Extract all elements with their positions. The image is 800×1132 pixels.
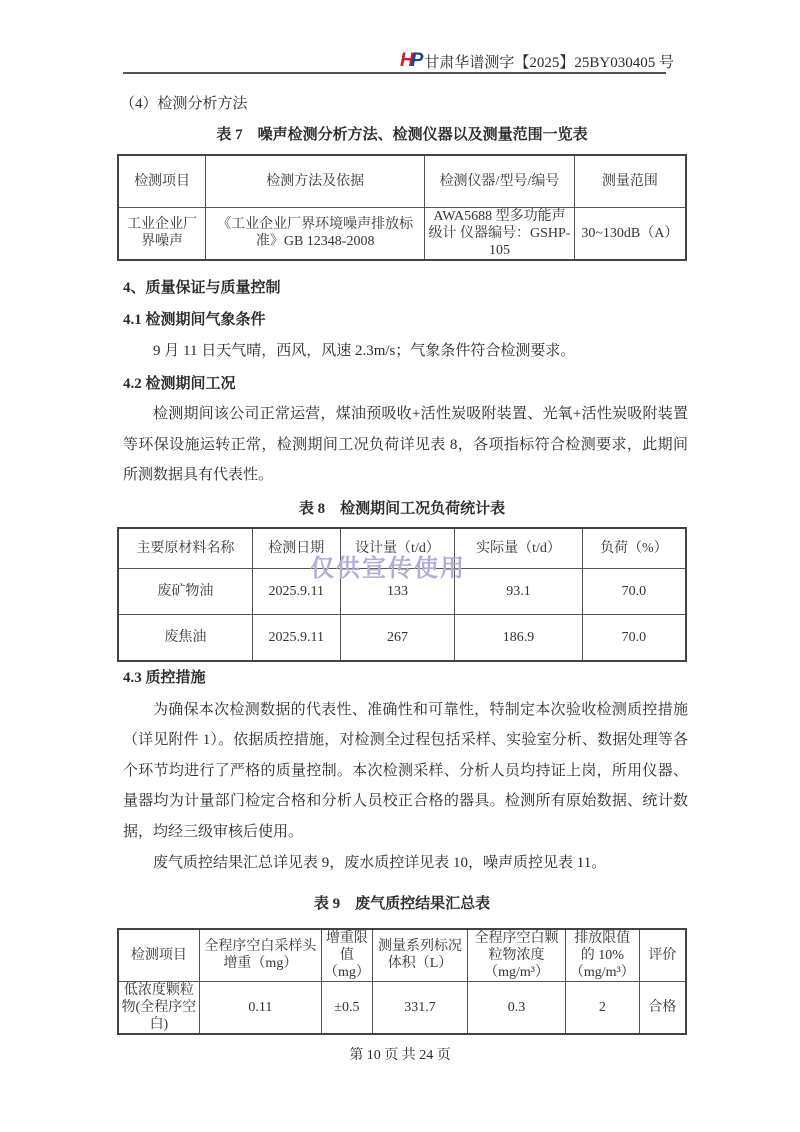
- header-cell: 测量系列标况体积（L）: [372, 929, 467, 982]
- weather-paragraph: 9 月 11 日天气晴，西风，风速 2.3m/s；气象条件符合检测要求。: [153, 342, 576, 359]
- cell: 30~130dB（A）: [574, 207, 686, 260]
- header-cell: 增重限值（mg）: [321, 929, 372, 982]
- cell: 70.0: [582, 615, 686, 661]
- doc-number: 甘肃华谱测字【2025】25BY030405 号: [424, 54, 675, 71]
- cell: AWA5688 型多功能声级计 仪器编号：GSHP-105: [425, 207, 575, 260]
- document-body: [117, 94, 687, 1035]
- table-header-row: [118, 929, 686, 982]
- cell: ±0.5: [321, 981, 372, 1034]
- table7-caption: 表 7 噪声检测分析方法、检测仪器以及测量范围一览表: [216, 127, 588, 143]
- page-number: 第 10 页 共 24 页: [349, 1048, 451, 1063]
- header-cell: 负荷（%）: [582, 528, 686, 569]
- cell: 70.0: [582, 569, 686, 615]
- company-logo: HP: [400, 50, 421, 71]
- cell: 133: [340, 569, 455, 615]
- table-row: [118, 569, 686, 615]
- header-cell: 检测仪器/型号/编号: [425, 155, 575, 207]
- table-header-row: [118, 155, 686, 207]
- cell: 93.1: [455, 569, 583, 615]
- table-row: [118, 207, 686, 260]
- table9-caption: 表 9 废气质控结果汇总表: [313, 895, 491, 912]
- header-cell: 实际量（t/d）: [455, 528, 583, 569]
- cell: 2025.9.11: [252, 569, 340, 615]
- cell: 2: [565, 981, 639, 1034]
- header-divider: [123, 72, 666, 74]
- cell: 0.11: [199, 981, 321, 1034]
- page-header: [400, 50, 674, 72]
- table8-wrapper: [117, 527, 687, 662]
- header-cell: 全程序空白颗粒物浓度（mg/m³）: [468, 929, 566, 982]
- cell: 低浓度颗粒物(全程序空白): [118, 981, 199, 1034]
- cell: 0.3: [468, 981, 566, 1034]
- table8: [117, 527, 687, 662]
- header-cell: 排放限值的 10%（mg/m³）: [565, 929, 639, 982]
- header-cell: 测量范围: [574, 155, 686, 207]
- header-cell: 全程序空白采样头增重（mg）: [199, 929, 321, 982]
- watermark: 仅供宣传使用: [310, 555, 466, 582]
- header-cell: 检测日期: [252, 528, 340, 569]
- header-cell: 设计量（t/d）: [340, 528, 455, 569]
- table9: [117, 928, 687, 1035]
- section-heading-4-3: 4.3 质控措施: [123, 669, 206, 686]
- operating-conditions-paragraph: 检测期间该公司正常运营，煤油预吸收+活性炭吸附装置、光氧+活性炭吸附装置等环保设施运转正常，检测期间工况负荷详见表 8，各项指标符合检测要求，此期间所测数据具有代表性。: [123, 406, 688, 483]
- cell: 186.9: [455, 615, 583, 661]
- table8-caption: 表 8 检测期间工况负荷统计表: [298, 500, 506, 517]
- cell: 工业企业厂界噪声: [118, 207, 206, 260]
- section-heading-analysis-method: （4）检测分析方法: [120, 96, 248, 112]
- section-heading-4-2: 4.2 检测期间工况: [123, 376, 236, 392]
- cell: 废矿物油: [118, 569, 252, 615]
- table-header-row: [118, 528, 686, 569]
- cell: 合格: [639, 981, 686, 1034]
- qc-summary-paragraph: 废气质控结果汇总详见表 9，废水质控详见表 10，噪声质控见表 11。: [153, 855, 607, 871]
- section-heading-4: 4、质量保证与质量控制: [123, 279, 281, 296]
- cell: 331.7: [372, 981, 467, 1034]
- cell: 《工业企业厂界环境噪声排放标准》GB 12348-2008: [206, 207, 425, 260]
- header-cell: 检测项目: [118, 929, 199, 982]
- header-cell: 检测项目: [118, 155, 206, 207]
- section-heading-4-1: 4.1 检测期间气象条件: [123, 311, 266, 328]
- table-row: [118, 981, 686, 1034]
- cell: 267: [340, 615, 455, 661]
- cell: 2025.9.11: [252, 615, 340, 661]
- table-row: [118, 615, 686, 661]
- header-cell: 评价: [639, 929, 686, 982]
- header-cell: 检测方法及依据: [206, 155, 425, 207]
- header-cell: 主要原材料名称: [118, 528, 252, 569]
- table7: [117, 154, 687, 261]
- qc-paragraph: 为确保本次检测数据的代表性、准确性和可靠性，特制定本次验收检测质控措施（详见附件 1）。依据质控措施，对检测全过程包括采样、实验室分析、数据处理等各个环节均进行了严格的质量控制。本次检测采样、分析人员均持证上岗，所用仪器、量器均为计量部门检定合格和分析人员校正合格的器具。检测所有原始数据、统计数据，均经三级审核后使用。: [123, 701, 688, 840]
- cell: 废焦油: [118, 615, 252, 661]
